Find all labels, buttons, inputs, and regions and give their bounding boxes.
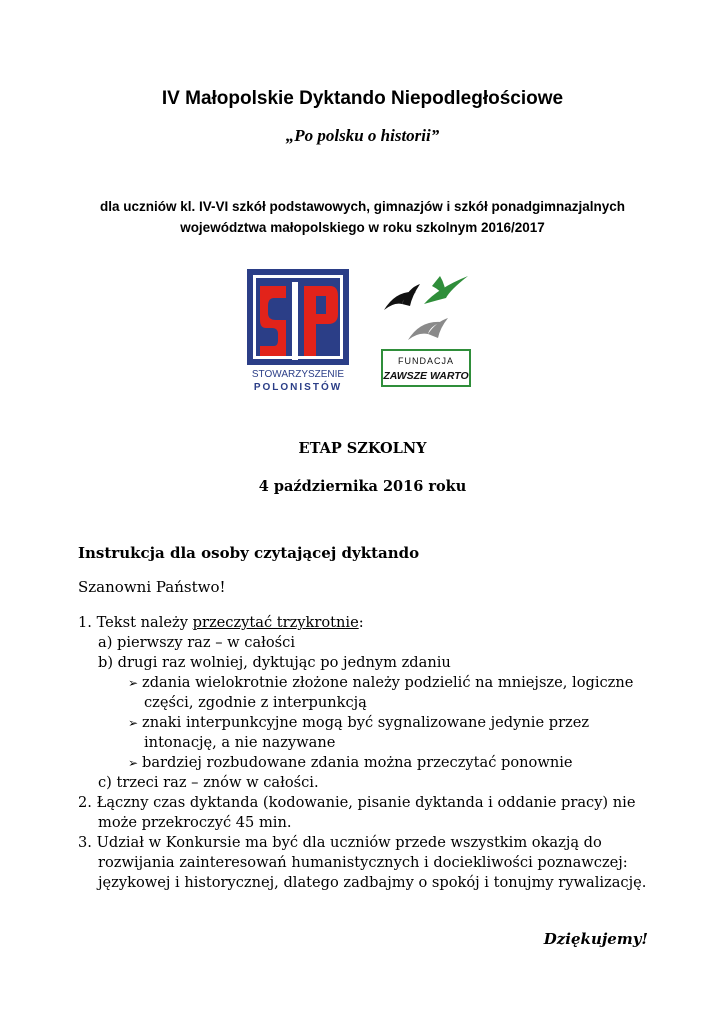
list-item-3-line-2: rozwijania zainteresowań humanistycznych i dociekliwości poznawczej: [98, 854, 628, 871]
stage-heading: ETAP SZKOLNY [298, 440, 427, 457]
sp-logo-text-1: STOWARZYSZENIE [251, 369, 345, 380]
green-swallow-icon [424, 276, 468, 304]
bullet-item-3 [78, 753, 678, 773]
list-item-3-line-3: językowej i historycznej, dlatego zadbajmy o spokój i tonujmy rywalizację. [98, 874, 647, 891]
item-1-prefix: 1. Tekst należy [78, 614, 193, 631]
sub-item-a: a) pierwszy raz – w całości [98, 634, 296, 651]
bullet-1-line-2: części, zgodnie z interpunkcją [144, 694, 367, 711]
list-item-2-line-1: 2. Łączny czas dyktanda (kodowanie, pisanie dyktanda i oddanie pracy) nie [78, 794, 636, 811]
bullet-3-line-1: bardziej rozbudowane zdania można przeczytać ponownie [142, 754, 573, 771]
arrow-bullet-icon: ➢ [128, 756, 139, 770]
bullet-item-2 [78, 713, 678, 733]
fundacja-zawsze-warto-logo [380, 270, 472, 388]
list-item-2-line-2: może przekroczyć 45 min. [98, 814, 292, 831]
sub-item-c: c) trzeci raz – znów w całości. [98, 774, 319, 791]
sub-item-b: b) drugi raz wolniej, dyktując po jednym zdaniu [98, 654, 451, 671]
audience-line-1: dla uczniów kl. IV-VI szkół podstawowych, gimnazjów i szkół ponadgimnazjalnych [99, 199, 626, 214]
sp-logo-text-2: POLONISTÓW [253, 382, 343, 392]
closing-thanks: Dziękujemy! [543, 930, 648, 948]
fz-logo-text-1: FUNDACJA [397, 356, 455, 366]
bullet-2-line-2: intonację, a nie nazywane [144, 734, 336, 751]
list-item-1 [78, 613, 678, 633]
instructions-list [78, 613, 678, 893]
item-1-underlined: przeczytać trzykrotnie [192, 614, 359, 631]
bullet-1-line-1: zdania wielokrotnie złożone należy podzielić na mniejsze, logiczne [142, 674, 634, 691]
instructions-heading: Instrukcja dla osoby czytającej dyktando [78, 544, 420, 562]
audience-description [0, 196, 725, 238]
arrow-bullet-icon: ➢ [128, 716, 139, 730]
arrow-bullet-icon: ➢ [128, 676, 139, 690]
list-item-3-line-1: 3. Udział w Konkursie ma być dla uczniów przede wszystkim okazją do [78, 834, 602, 851]
audience-line-2: województwa małopolskiego w roku szkolnym 2016/2017 [180, 220, 545, 235]
bullet-item-1 [78, 673, 678, 693]
document-subtitle: „Po polsku o historii” [285, 126, 440, 145]
item-1-suffix: : [358, 614, 364, 631]
stowarzyszenie-polonistow-logo [246, 268, 350, 392]
document-title: IV Małopolskie Dyktando Niepodległościowe [161, 88, 564, 109]
event-date: 4 października 2016 roku [258, 478, 467, 495]
greeting: Szanowni Państwo! [78, 578, 226, 596]
fz-logo-text-2: ZAWSZE WARTO [383, 370, 469, 382]
bullet-2-line-1: znaki interpunkcyjne mogą być sygnalizowane jedynie przez [142, 714, 590, 731]
